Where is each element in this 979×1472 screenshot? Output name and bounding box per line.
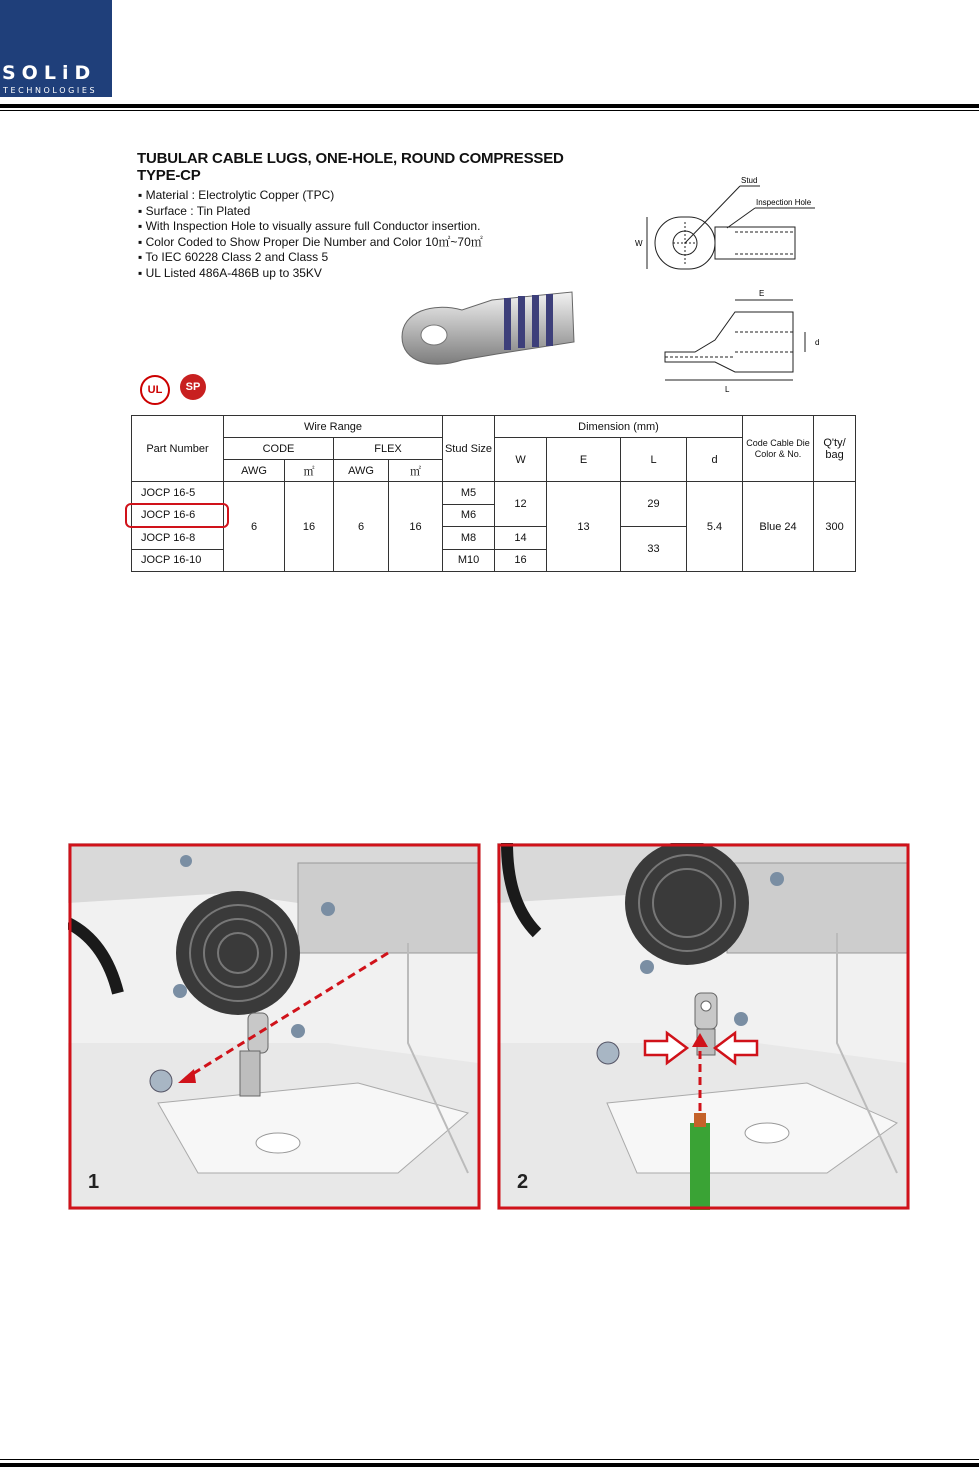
header-stud-size: Stud Size bbox=[443, 416, 495, 482]
footer-rule bbox=[0, 1463, 979, 1467]
spec-bullet: ▪ With Inspection Hole to visually assure full Conductor insertion. bbox=[138, 219, 483, 235]
die-color-cell: Blue 24 bbox=[743, 482, 814, 572]
step1-illustration bbox=[68, 843, 481, 1210]
company-logo bbox=[0, 0, 112, 97]
logo-tagline: TECHNOLOGIES bbox=[3, 86, 98, 95]
d-cell: 5.4 bbox=[687, 482, 743, 572]
spec-bullet: ▪ Surface : Tin Plated bbox=[138, 204, 483, 220]
l-cell: 33 bbox=[621, 527, 687, 572]
header-rule-thin bbox=[0, 110, 979, 111]
spec-title bbox=[137, 150, 564, 184]
label-w: W bbox=[635, 239, 643, 248]
header-part-number: Part Number bbox=[132, 416, 224, 482]
stud-size-cell: M10 bbox=[443, 549, 495, 572]
step2-number: 2 bbox=[517, 1171, 529, 1193]
header-qty: Q'ty/ bag bbox=[814, 416, 856, 482]
step2-illustration bbox=[497, 843, 910, 1210]
label-stud: Stud bbox=[741, 176, 758, 185]
spec-bullet: ▪ Color Coded to Show Proper Die Number and Color 10㎡~70㎡ bbox=[138, 235, 483, 251]
csa-certification-logo: SP bbox=[180, 374, 206, 400]
code-awg-cell: 6 bbox=[224, 482, 285, 572]
step2-photo bbox=[497, 843, 910, 1210]
spec-bullet: ▪ Material : Electrolytic Copper (TPC) bbox=[138, 188, 483, 204]
footer-rule-thin bbox=[0, 1459, 979, 1460]
e-cell: 13 bbox=[547, 482, 621, 572]
flex-mm2-cell: 16 bbox=[389, 482, 443, 572]
spec-bullet: ▪ To IEC 60228 Class 2 and Class 5 bbox=[138, 250, 483, 266]
header-rule bbox=[0, 104, 979, 108]
header-w: W bbox=[495, 438, 547, 482]
part-number-cell: JOCP 16-6 bbox=[132, 504, 224, 527]
header-d: d bbox=[687, 438, 743, 482]
header-code-cable: Code Cable Die Color & No. bbox=[743, 416, 814, 482]
l-cell: 29 bbox=[621, 482, 687, 527]
step1-photo bbox=[68, 843, 481, 1210]
ul-certification-logo: UL bbox=[140, 375, 170, 405]
header-code: CODE bbox=[224, 438, 334, 460]
logo-wordmark: SOLiD bbox=[2, 62, 97, 84]
header-flex-mm2: ㎡ bbox=[389, 460, 443, 482]
header-l: L bbox=[621, 438, 687, 482]
header-flex-awg: AWG bbox=[334, 460, 389, 482]
w-cell: 14 bbox=[495, 527, 547, 550]
stud-size-cell: M6 bbox=[443, 504, 495, 527]
part-number-cell: JOCP 16-5 bbox=[132, 482, 224, 505]
lug-dimension-drawing bbox=[635, 172, 845, 422]
code-mm2-cell: 16 bbox=[285, 482, 334, 572]
cable-lug-photo bbox=[392, 282, 582, 372]
w-cell: 12 bbox=[495, 482, 547, 527]
header-flex: FLEX bbox=[334, 438, 443, 460]
w-cell: 16 bbox=[495, 549, 547, 572]
lug-spec-panel bbox=[130, 142, 855, 410]
lug-spec-table bbox=[131, 415, 856, 572]
header-dimension: Dimension (mm) bbox=[495, 416, 743, 438]
flex-awg-cell: 6 bbox=[334, 482, 389, 572]
part-highlight-box bbox=[125, 503, 229, 528]
label-e: E bbox=[759, 289, 765, 298]
label-d: d bbox=[815, 338, 820, 347]
stud-size-cell: M8 bbox=[443, 527, 495, 550]
part-number-cell: JOCP 16-8 bbox=[132, 527, 224, 550]
stud-size-cell: M5 bbox=[443, 482, 495, 505]
label-l: L bbox=[725, 385, 730, 394]
header-code-mm2: ㎡ bbox=[285, 460, 334, 482]
label-inspection-hole: Inspection Hole bbox=[756, 198, 812, 207]
spec-bullet-list bbox=[138, 188, 483, 281]
part-number-cell: JOCP 16-10 bbox=[132, 549, 224, 572]
step1-number: 1 bbox=[88, 1171, 100, 1193]
qty-cell: 300 bbox=[814, 482, 856, 572]
header-wire-range: Wire Range bbox=[224, 416, 443, 438]
spec-title-line2: TYPE-CP bbox=[137, 167, 201, 184]
header-e: E bbox=[547, 438, 621, 482]
spec-title-line1: TUBULAR CABLE LUGS, ONE-HOLE, ROUND COMPRESSED bbox=[137, 150, 564, 167]
spec-bullet: ▪ UL Listed 486A-486B up to 35KV bbox=[138, 266, 483, 282]
header-code-awg: AWG bbox=[224, 460, 285, 482]
